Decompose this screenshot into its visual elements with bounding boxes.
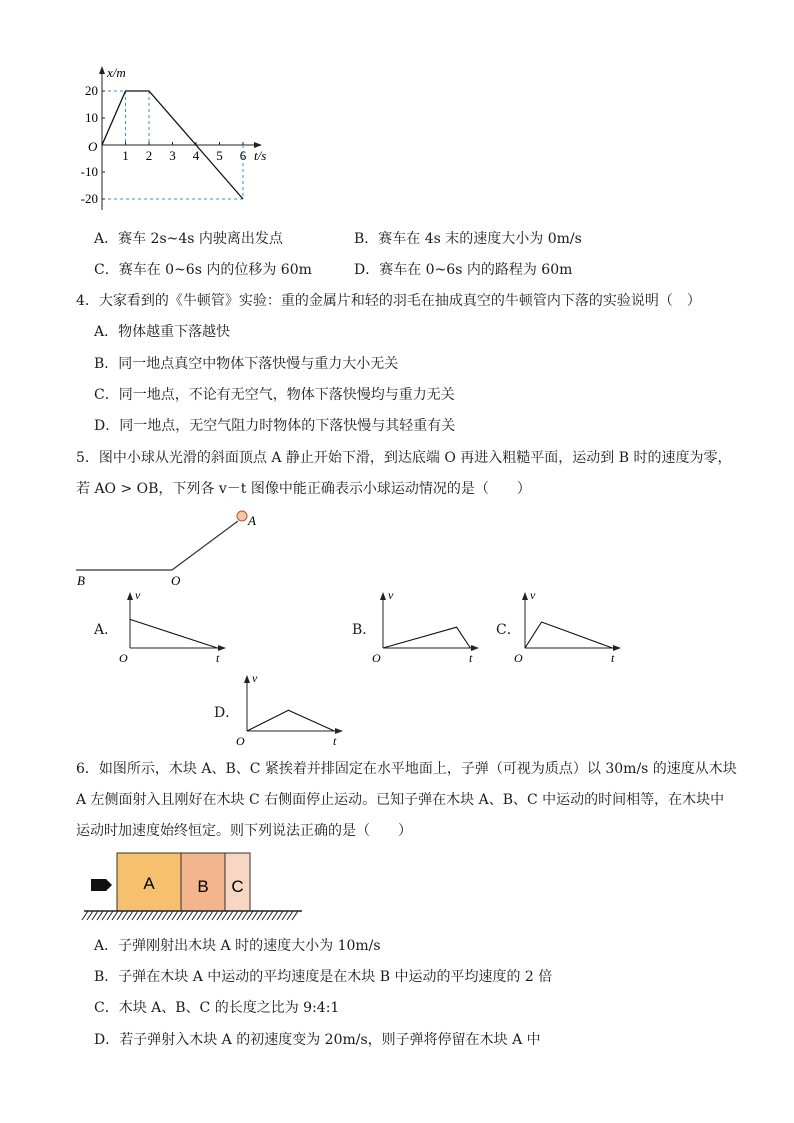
y-axis-label: x/m (107, 65, 126, 80)
t-label: t (469, 651, 473, 665)
v-axis-arrow (380, 592, 386, 600)
origin-label: O (119, 651, 128, 665)
hatch-mark (292, 911, 298, 920)
origin-label: O (236, 734, 245, 748)
point-b-label: B (77, 573, 85, 588)
y-tick-label: 10 (85, 110, 98, 125)
x-tick-label: 4 (192, 148, 200, 163)
q6-blocks-figure (0, 845, 794, 935)
vt-graph-c[interactable] (514, 588, 621, 665)
v-label: v (388, 588, 394, 602)
hatch-mark (197, 911, 203, 920)
block-a-label: A (143, 874, 155, 893)
hatch-mark (272, 911, 278, 920)
hatch-mark (222, 911, 228, 920)
q6-stem-line1: 6．如图所示，木块 A、B、C 紧挨着并排固定在水平地面上，子弹（可视为质点）以 30m/s 的速度从木块 (76, 761, 737, 777)
v-axis-arrow (127, 592, 133, 600)
x-tick-label: 5 (216, 148, 223, 163)
origin-label: O (514, 651, 523, 665)
hatch-mark (237, 911, 243, 920)
hatch-mark (147, 911, 153, 920)
hatch-mark (217, 911, 223, 920)
x-tick-label: 6 (239, 148, 247, 163)
q5-stem-line2: 若 AO > OB，下列各 v－t 图像中能正确表示小球运动情况的是（ ） (76, 481, 531, 497)
q5-choice-a-label[interactable]: A． (94, 622, 119, 638)
hatch-mark (267, 911, 273, 920)
hatch-mark (117, 911, 123, 920)
hatch-mark (162, 911, 168, 920)
hatch-mark (142, 911, 148, 920)
hatch-mark (167, 911, 173, 920)
point-o-label: O (171, 573, 181, 588)
block-b-label: B (197, 877, 209, 896)
hatch-mark (122, 911, 128, 920)
v-label: v (135, 588, 141, 602)
vt-line (247, 710, 334, 731)
hatch-mark (152, 911, 158, 920)
hatch-mark (107, 911, 113, 920)
hatch-mark (177, 911, 183, 920)
q4-stem: 4．大家看到的《牛顿管》实验：重的金属片和轻的羽毛在抽成真空的牛顿管内下落的实验说明（ ） (76, 293, 701, 309)
q5-choice-c-label[interactable]: C． (496, 622, 521, 638)
vt-graph-a[interactable] (119, 588, 226, 665)
q5-choice-b-label[interactable]: B． (352, 622, 377, 638)
q3-option-a[interactable]: A．赛车 2s~4s 内驶离出发点 (94, 231, 283, 247)
hatch-mark (97, 911, 103, 920)
block-c-label: C (231, 877, 244, 896)
hatch-mark (282, 911, 288, 920)
point-a-label: A (248, 513, 256, 528)
hatch-mark (227, 911, 233, 920)
hatch-mark (202, 911, 208, 920)
vt-line (130, 619, 217, 648)
x-tick-label: 1 (122, 148, 129, 163)
t-label: t (611, 651, 615, 665)
vt-graph-b[interactable] (372, 588, 479, 665)
hatch-mark (157, 911, 163, 920)
hatch-mark (207, 911, 213, 920)
y-tick-label: -10 (80, 164, 98, 179)
v-axis-arrow (522, 592, 528, 600)
bullet-icon (91, 879, 112, 891)
hatch-mark (102, 911, 108, 920)
hatch-mark (92, 911, 98, 920)
ground-hatching (82, 911, 298, 920)
hatch-mark (192, 911, 198, 920)
hatch-mark (112, 911, 118, 920)
hatch-mark (182, 911, 188, 920)
q6-stem-line2: A 左侧面射入且刚好在木块 C 右侧面停止运动。已知子弹在木块 A、B、C 中运动的时间相等，在木块中 (76, 792, 725, 808)
hatch-mark (252, 911, 258, 920)
x-axis-label: t/s (254, 148, 267, 163)
origin-label: O (372, 651, 381, 665)
t-label: t (216, 651, 220, 665)
hatch-mark (277, 911, 283, 920)
hatch-mark (262, 911, 268, 920)
q4-option-b[interactable]: B．同一地点真空中物体下落快慢与重力大小无关 (94, 356, 399, 372)
q5-stem-line1: 5．图中小球从光滑的斜面顶点 A 静止开始下滑，到达底端 O 再进入粗糙平面，运动到 B 时的速度为零， (76, 450, 732, 466)
origin-label: O (88, 139, 98, 154)
hatch-mark (247, 911, 253, 920)
v-axis-arrow (244, 675, 250, 683)
q3-option-c[interactable]: C．赛车在 0~6s 内的位移为 60m (94, 262, 312, 278)
hatch-mark (172, 911, 178, 920)
hatch-mark (232, 911, 238, 920)
hatch-mark (127, 911, 133, 920)
hatch-mark (87, 911, 93, 920)
vt-line (525, 622, 612, 648)
x-tick-label: 2 (145, 148, 153, 163)
hatch-mark (187, 911, 193, 920)
hatch-mark (242, 911, 248, 920)
t-label: t (333, 734, 337, 748)
hatch-mark (287, 911, 293, 920)
q3-option-b[interactable]: B．赛车在 4s 末的速度大小为 0m/s (354, 231, 582, 247)
hatch-mark (132, 911, 138, 920)
q6-option-c[interactable]: C．木块 A、B、C 的长度之比为 9:4:1 (94, 1000, 340, 1016)
x-tick-label: 3 (169, 148, 176, 163)
hatch-mark (82, 911, 88, 920)
q6-option-a[interactable]: A．子弹刚射出木块 A 时的速度大小为 10m/s (94, 938, 381, 954)
q4-option-d[interactable]: D．同一地点，无空气阻力时物体的下落快慢与其轻重有关 (94, 418, 456, 434)
hatch-mark (212, 911, 218, 920)
q3-option-d[interactable]: D．赛车在 0~6s 内的路程为 60m (354, 262, 573, 278)
hatch-mark (137, 911, 143, 920)
hatch-mark (257, 911, 263, 920)
q6-stem-line3: 运动时加速度始终恒定。则下列说法正确的是（ ） (76, 823, 412, 839)
q4-option-c[interactable]: C．同一地点，不论有无空气，物体下落快慢均与重力无关 (94, 387, 455, 403)
v-label: v (530, 588, 536, 602)
y-tick-label: -20 (80, 191, 98, 206)
q6-option-b[interactable]: B．子弹在木块 A 中运动的平均速度是在木块 B 中运动的平均速度的 2 倍 (94, 969, 553, 985)
vt-line (383, 627, 470, 648)
q6-option-d[interactable]: D．若子弹射入木块 A 的初速度变为 20m/s，则子弹将停留在木块 A 中 (94, 1032, 541, 1048)
v-label: v (252, 671, 258, 685)
vt-graph-d[interactable] (236, 671, 343, 748)
q5-choice-d-label[interactable]: D． (214, 705, 240, 721)
q4-option-a[interactable]: A．物体越重下落越快 (94, 324, 231, 340)
y-tick-label: 20 (85, 83, 98, 98)
